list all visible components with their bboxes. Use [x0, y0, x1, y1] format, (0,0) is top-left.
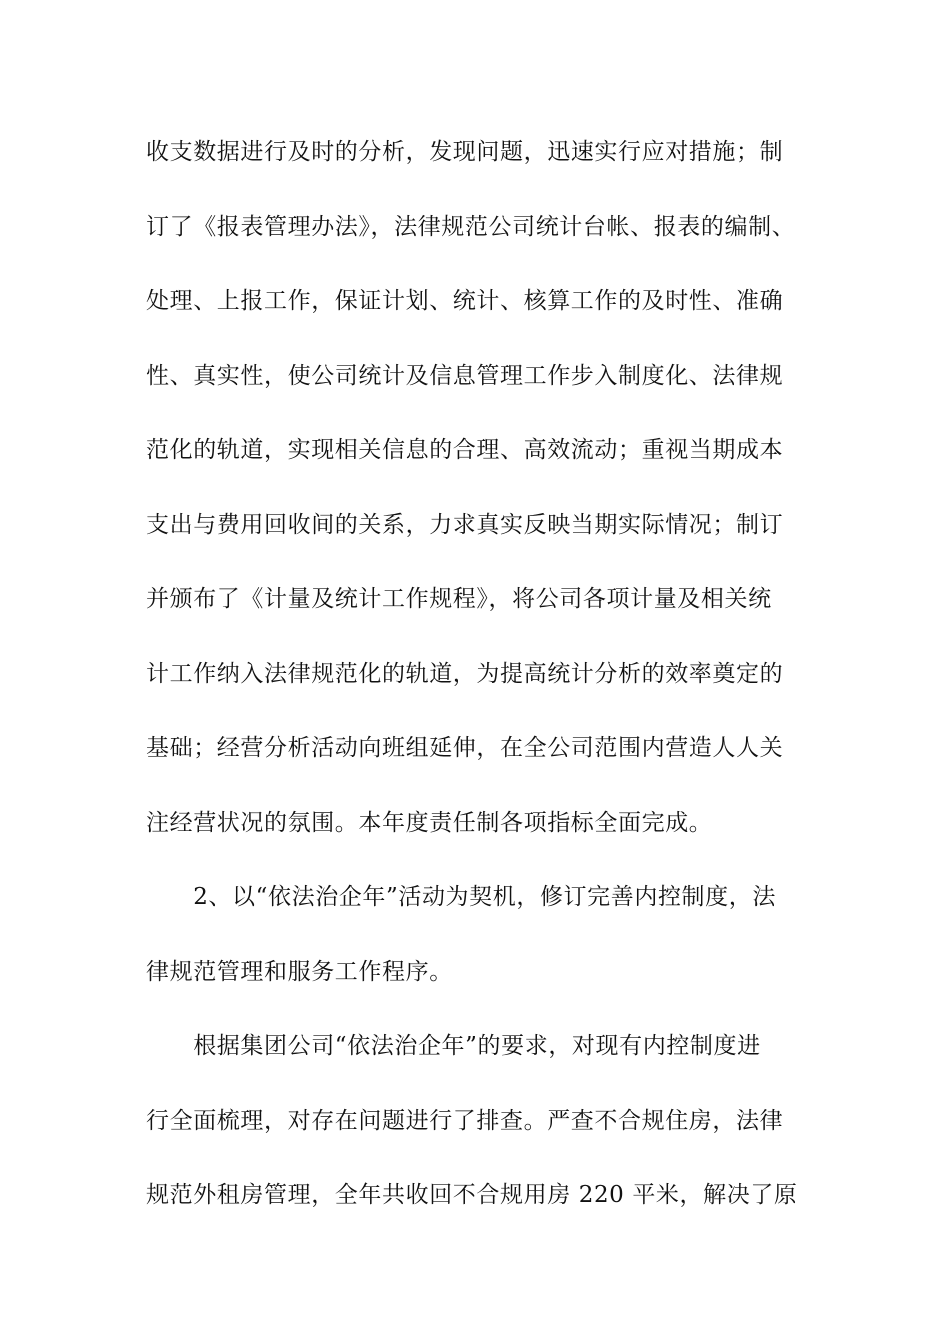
text-line: 注经营状况的氛围。本年度责任制各项指标全面完成。 [146, 809, 713, 836]
text-line: 根据集团公司“依法治企年”的要求，对现有内控制度进 [146, 1033, 761, 1059]
text-line: 支出与费用回收间的关系，力求真实反映当期实际情况；制订 [146, 511, 784, 538]
document-body [146, 130, 826, 1248]
text-line: 处理、上报工作，保证计划、统计、核算工作的及时性、准确 [146, 288, 784, 314]
section-heading-line: 2、以“依法治企年”活动为契机，修订完善内控制度，法 [146, 884, 776, 910]
text-line: 规范外租房管理，全年共收回不合规用房 220 平米，解决了原 [146, 1182, 798, 1208]
text-line: 行全面梳理，对存在问题进行了排查。严查不合规住房，法律 [146, 1107, 784, 1134]
text-line: 范化的轨道，实现相关信息的合理、高效流动；重视当期成本 [146, 437, 784, 463]
text-line: 基础；经营分析活动向班组延伸，在全公司范围内营造人人关 [146, 735, 784, 761]
text-line: 并颁布了《计量及统计工作规程》，将公司各项计量及相关统 [146, 586, 772, 612]
text-line: 收支数据进行及时的分析，发现问题，迅速实行应对措施；制 [146, 139, 784, 165]
text-line: 计工作纳入法律规范化的轨道，为提高统计分析的效率奠定的 [146, 660, 784, 687]
text-line: 订了《报表管理办法》，法律规范公司统计台帐、报表的编制、 [146, 213, 796, 240]
section-heading-line: 律规范管理和服务工作程序。 [146, 958, 453, 985]
text-line: 性、真实性，使公司统计及信息管理工作步入制度化、法律规 [146, 362, 784, 389]
